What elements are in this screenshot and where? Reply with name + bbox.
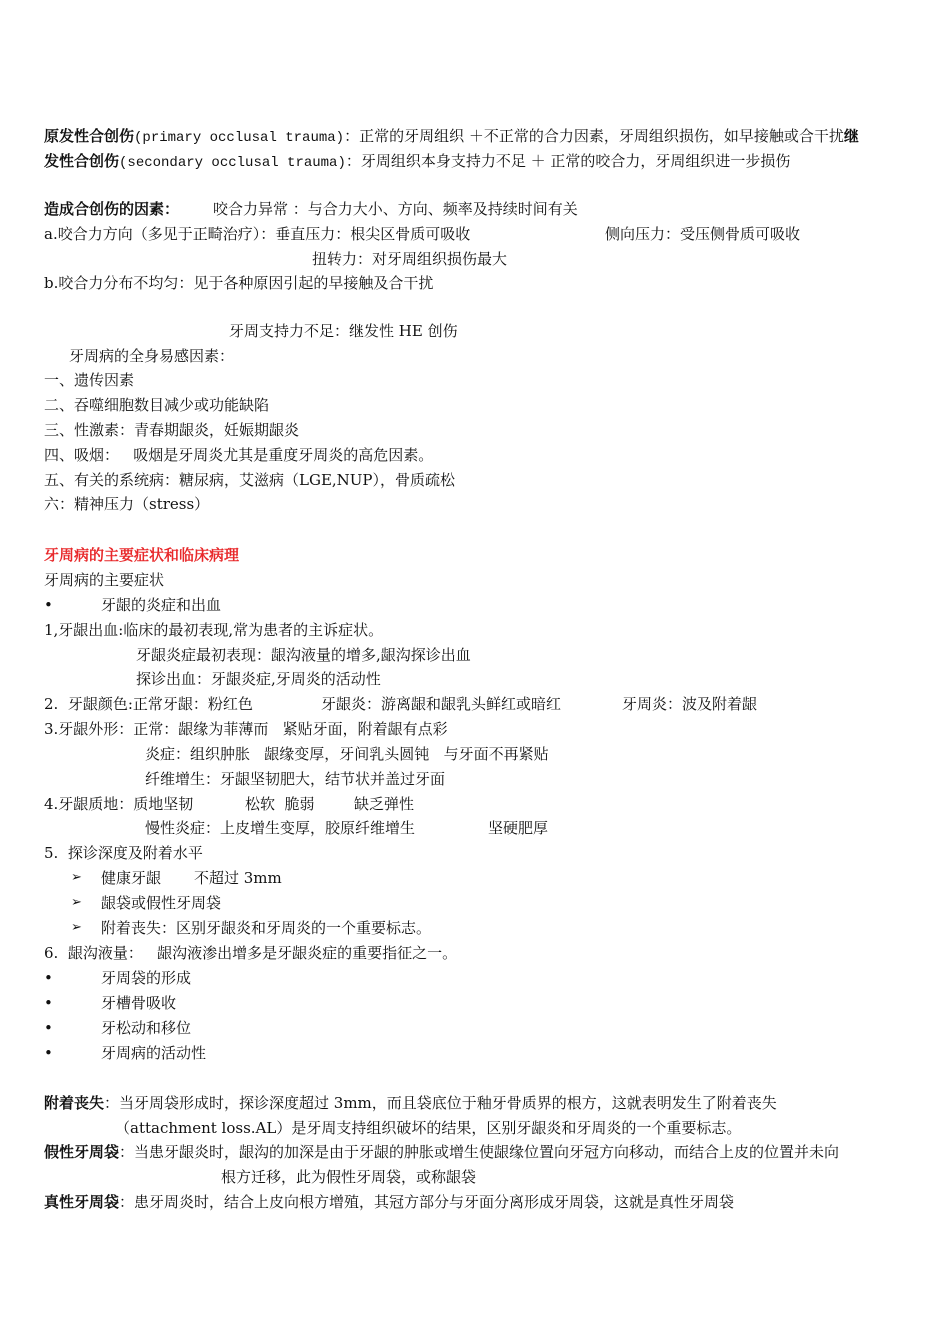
primary-trauma-line bbox=[44, 126, 859, 146]
systemic-factor: 四、吸烟： 吸烟是牙周炎尤其是重度牙周炎的高危因素。 bbox=[44, 446, 434, 464]
secondary-trauma-definition: ：牙周组织本身支持力不足 ＋ 正常的咬合力，牙周组织进一步损伤 bbox=[345, 152, 791, 170]
systemic-factors-title: 牙周病的全身易感因素： bbox=[69, 347, 235, 365]
symptoms-subheading: 牙周病的主要症状 bbox=[44, 571, 165, 589]
bullet-text: 牙槽骨吸收 bbox=[101, 994, 177, 1012]
bullet-item bbox=[44, 595, 222, 615]
secondary-trauma-line bbox=[44, 151, 790, 171]
bullet-item bbox=[44, 1018, 192, 1038]
bullet-mark: • bbox=[44, 596, 53, 614]
attachment-loss-continuation: （attachment loss.AL）是牙周支持组织破坏的结果，区别牙龈炎和牙周炎的一个重要标志。 bbox=[115, 1119, 742, 1137]
gingivitis-initial: 牙龈炎症最初表现：龈沟液量的增多,龈沟探诊出血 bbox=[136, 646, 471, 664]
texture-inelastic: 缺乏弹性 bbox=[354, 795, 415, 813]
systemic-factor: 六：精神压力（stress） bbox=[44, 495, 210, 513]
insufficient-support: 牙周支持力不足：继发性 HE 创伤 bbox=[229, 322, 458, 340]
bullet-item bbox=[44, 993, 177, 1013]
symptoms-heading: 牙周病的主要症状和临床病理 bbox=[44, 546, 240, 564]
texture-soft: 松软 脆弱 bbox=[245, 795, 315, 813]
true-pocket-line bbox=[44, 1192, 734, 1212]
bullet-mark: • bbox=[44, 994, 53, 1012]
abnormal-bite-force: 咬合力异常 ：与合力大小、方向、频率及持续时间有关 bbox=[213, 200, 578, 218]
attachment-loss-line bbox=[44, 1093, 777, 1113]
gingivitis-color: 牙龈炎：游离龈和龈乳头鲜红或暗红 bbox=[321, 695, 562, 713]
bullet-text: 牙周袋的形成 bbox=[101, 969, 192, 987]
pseudo-pocket-term: 假性牙周袋 bbox=[44, 1143, 120, 1161]
arrow-icon: ➢ bbox=[71, 895, 82, 910]
true-pocket-definition: ：患牙周炎时，结合上皮向根方增殖，其冠方部分与牙面分离形成牙周袋，这就是真性牙周袋 bbox=[119, 1193, 735, 1211]
bullet-item bbox=[44, 968, 192, 988]
secondary-trauma-english: (secondary occlusal trauma) bbox=[119, 155, 346, 171]
trauma-factors-line bbox=[44, 199, 578, 219]
bullet-mark: • bbox=[44, 1044, 53, 1062]
pseudo-pocket-continuation: 根方迁移，此为假性牙周袋，或称龈袋 bbox=[221, 1168, 477, 1186]
bullet-item bbox=[44, 1043, 207, 1063]
gingival-shape: 3.牙龈外形：正常：龈缘为菲薄而 紧贴牙面，附着龈有点彩 bbox=[44, 720, 448, 738]
secondary-trauma-term: 发性合创伤 bbox=[44, 152, 120, 170]
pseudo-pocket-line bbox=[44, 1142, 839, 1162]
primary-trauma-definition: ：正常的牙周组织 ＋不正常的合力因素，牙周组织损伤，如早接触或合干扰 bbox=[344, 127, 844, 145]
systemic-factor: 三、性激素：青春期龈炎，妊娠期龈炎 bbox=[44, 421, 300, 439]
primary-trauma-term: 原发性合创伤 bbox=[44, 127, 135, 145]
torsion-force: 扭转力：对牙周组织损伤最大 bbox=[312, 250, 508, 268]
bullet-mark: • bbox=[44, 1019, 53, 1037]
trauma-factors-title: 造成合创伤的因素： bbox=[44, 200, 180, 218]
arrow-icon: ➢ bbox=[71, 870, 82, 885]
systemic-factor: 一、遗传因素 bbox=[44, 371, 135, 389]
attachment-loss-note: 附着丧失：区别牙龈炎和牙周炎的一个重要标志。 bbox=[101, 919, 432, 937]
crevicular-fluid: 6. 龈沟液量： 龈沟液渗出增多是牙龈炎症的重要指征之一。 bbox=[44, 944, 458, 962]
primary-trauma-english: (primary occlusal trauma) bbox=[134, 130, 345, 146]
fibrous-shape: 纤维增生：牙龈坚韧肥大，结节状并盖过牙面 bbox=[145, 770, 446, 788]
bullet-text: 牙周病的活动性 bbox=[101, 1044, 207, 1062]
hard-thick: 坚硬肥厚 bbox=[488, 819, 549, 837]
bullet-text: 牙松动和移位 bbox=[101, 1019, 192, 1037]
healthy-gingiva: 健康牙龈 bbox=[101, 869, 162, 887]
gingival-bleeding: 1,牙龈出血:临床的最初表现,常为患者的主诉症状。 bbox=[44, 621, 384, 639]
force-direction: a.咬合力方向（多见于正畸治疗）：垂直压力：根尖区骨质可吸收 bbox=[44, 225, 471, 243]
gingival-color: 2. 牙龈颜色:正常牙龈：粉红色 bbox=[44, 695, 253, 713]
bullet-mark: • bbox=[44, 969, 53, 987]
arrow-icon: ➢ bbox=[71, 920, 82, 935]
lateral-force: 侧向压力：受压侧骨质可吸收 bbox=[605, 225, 801, 243]
systemic-factor: 二、吞噬细胞数目减少或功能缺陷 bbox=[44, 396, 270, 414]
force-distribution: b.咬合力分布不均匀：见于各种原因引起的早接触及合干扰 bbox=[44, 274, 434, 292]
probing-bleeding: 探诊出血：牙龈炎症,牙周炎的活动性 bbox=[136, 670, 381, 688]
attachment-loss-definition: ：当牙周袋形成时，探诊深度超过 3mm，而且袋底位于釉牙骨质界的根方，这就表明发生了附着丧失 bbox=[104, 1094, 777, 1112]
secondary-trauma-term-start: 继 bbox=[843, 127, 859, 145]
true-pocket-term: 真性牙周袋 bbox=[44, 1193, 120, 1211]
gingival-pocket: 龈袋或假性牙周袋 bbox=[101, 894, 222, 912]
depth-limit: 不超过 3mm bbox=[194, 869, 282, 887]
pseudo-pocket-definition: ：当患牙龈炎时，龈沟的加深是由于牙龈的肿胀或增生使龈缘位置向牙冠方向移动，而结合上皮的位置并未向 bbox=[119, 1143, 840, 1161]
periodontitis-color: 牙周炎：波及附着龈 bbox=[622, 695, 758, 713]
probing-depth: 5. 探诊深度及附着水平 bbox=[44, 844, 203, 862]
inflammation-shape: 炎症：组织肿胀 龈缘变厚，牙间乳头圆钝 与牙面不再紧贴 bbox=[145, 745, 549, 763]
systemic-factor: 五、有关的系统病：糖尿病，艾滋病（LGE,NUP），骨质疏松 bbox=[44, 471, 456, 489]
attachment-loss-term: 附着丧失 bbox=[44, 1094, 105, 1112]
gingival-texture: 4.牙龈质地：质地坚韧 bbox=[44, 795, 194, 813]
bullet-text: 牙龈的炎症和出血 bbox=[101, 596, 222, 614]
chronic-inflammation: 慢性炎症：上皮增生变厚，胶原纤维增生 bbox=[145, 819, 416, 837]
